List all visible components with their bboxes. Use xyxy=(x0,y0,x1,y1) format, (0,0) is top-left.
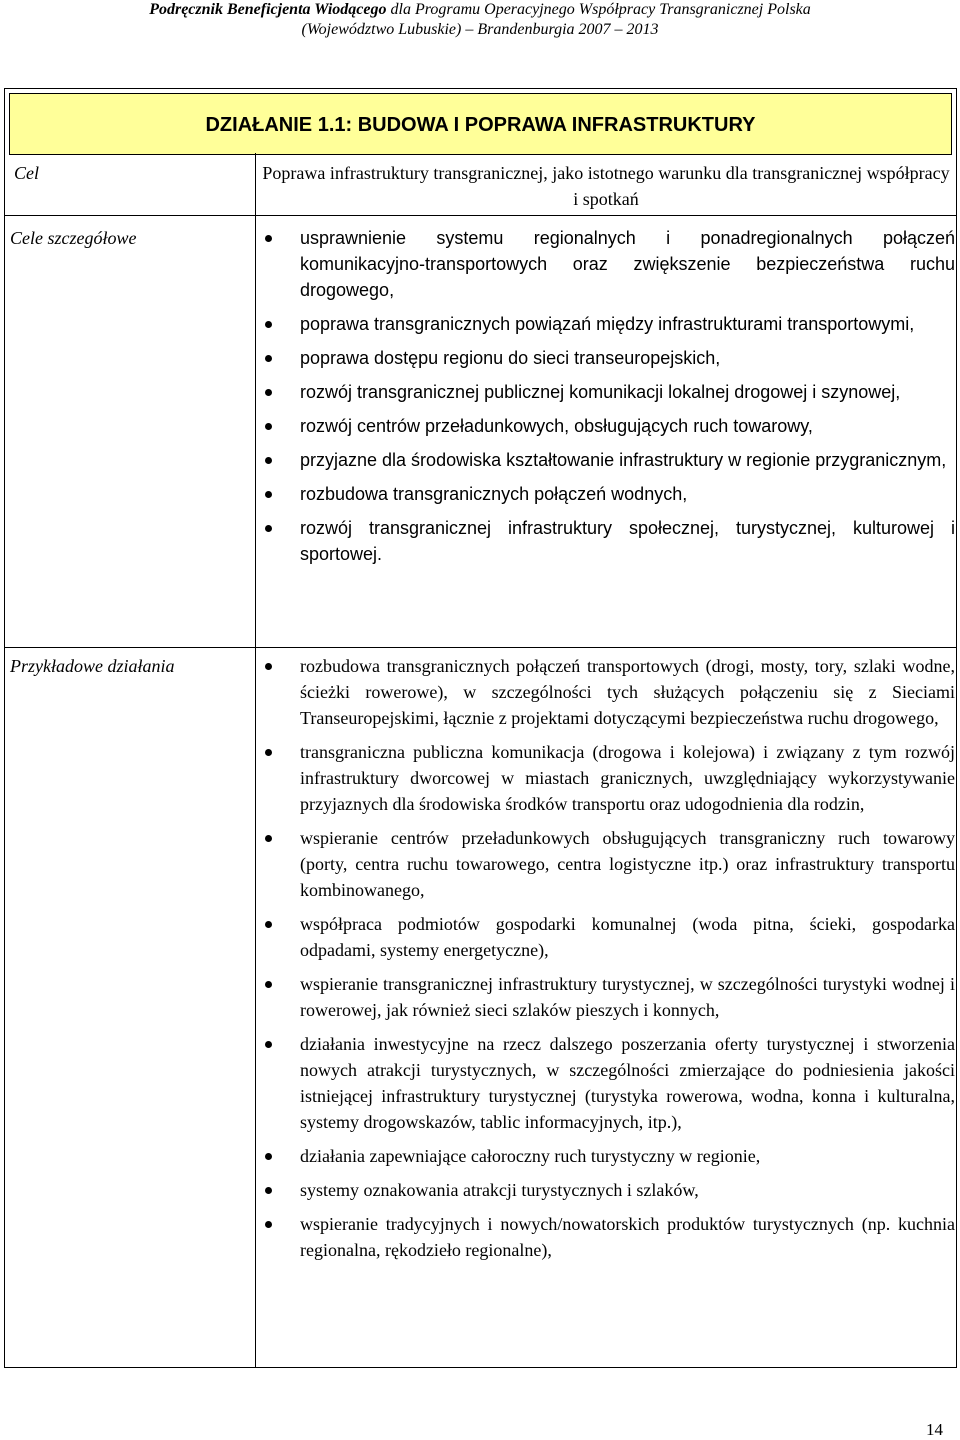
list-item xyxy=(265,971,955,1023)
list-item xyxy=(265,1031,955,1135)
header-title-bold: Podręcznik Beneficjenta Wiodącego xyxy=(149,1,387,18)
list-item xyxy=(265,481,955,507)
header-title-rest: dla Programu Operacyjnego Współpracy Transgranicznej Polska xyxy=(390,1,811,18)
bullet-icon xyxy=(265,981,272,988)
section-title-band xyxy=(9,93,952,155)
list-item-text: transgraniczna publiczna komunikacja (drogowa i kolejowa) i związany z tym rozwój infrastruktury dworcowej w miastach granicznych, uwzględniający wykorzystywanie przyjaznych dla środowiska środków transportu oraz udogodnienia dla rodzin, xyxy=(300,742,955,814)
bullet-icon xyxy=(265,457,272,464)
bullet-icon xyxy=(265,423,272,430)
list-item xyxy=(265,1211,955,1263)
list-item-text: usprawnienie systemu regionalnych i ponadregionalnych połączeń komunikacyjno-transportowych oraz zwiększenie bezpieczeństwa ruchu drogowego, xyxy=(300,228,955,300)
specific-goals-list xyxy=(265,225,955,575)
list-item xyxy=(265,413,955,439)
bullet-icon xyxy=(265,389,272,396)
specific-goals-label: Cele szczegółowe xyxy=(10,228,137,248)
column-divider xyxy=(255,647,256,1367)
example-actions-label: Przykładowe działania xyxy=(10,656,175,676)
list-item-text: systemy oznakowania atrakcji turystycznych i szlaków, xyxy=(300,1180,699,1200)
list-item-text: działania inwestycyjne na rzecz dalszego poszerzania oferty turystycznej i stworzenia nowych atrakcji turystycznych, w szczególności zmierzające do podniesienia jakości istniejącej infrastruktury turystycznej (turystyka rowerowa, wodna, konna i kulturalna, systemy drogowskazów, tablic informacyjnych, itp.), xyxy=(300,1034,955,1132)
bullet-icon xyxy=(265,663,272,670)
list-item xyxy=(265,739,955,817)
column-divider xyxy=(255,153,256,215)
list-item-text: współpraca podmiotów gospodarki komunalnej (woda pitna, ścieki, gospodarka odpadami, systemy energetyczne), xyxy=(300,914,955,960)
list-item-text: rozbudowa transgranicznych połączeń wodnych, xyxy=(300,484,688,504)
bullet-icon xyxy=(265,835,272,842)
goal-label: Cel xyxy=(14,163,39,183)
bullet-icon xyxy=(265,749,272,756)
list-item-text: rozwój transgranicznej infrastruktury społecznej, turystycznej, kulturowej i sportowej. xyxy=(300,518,955,564)
list-item xyxy=(265,911,955,963)
bullet-icon xyxy=(265,491,272,498)
section-title: DZIAŁANIE 1.1: BUDOWA I POPRAWA INFRASTRUKTURY xyxy=(205,114,756,136)
list-item-text: rozwój transgranicznej publicznej komunikacji lokalnej drogowej i szynowej, xyxy=(300,382,901,402)
row-divider xyxy=(4,215,957,216)
list-item-text: poprawa dostępu regionu do sieci transeuropejskich, xyxy=(300,348,721,368)
bullet-icon xyxy=(265,1041,272,1048)
list-item-text: wspieranie centrów przeładunkowych obsługujących transgraniczny ruch towarowy (porty, centra ruchu towarowego, centra logistyczne itp.) oraz infrastruktury transportu kombinowanego, xyxy=(300,828,955,900)
list-item xyxy=(265,225,955,303)
list-item xyxy=(265,515,955,567)
list-item xyxy=(265,653,955,731)
list-item xyxy=(265,825,955,903)
bullet-icon xyxy=(265,1221,272,1228)
list-item-text: rozwój centrów przeładunkowych, obsługujących ruch towarowy, xyxy=(300,416,813,436)
bullet-icon xyxy=(265,235,272,242)
goal-text: Poprawa infrastruktury transgranicznej, jako istotnego warunku dla transgranicznej współpracy i spotkań xyxy=(262,163,950,209)
bullet-icon xyxy=(265,355,272,362)
list-item xyxy=(265,1143,955,1169)
list-item-text: poprawa transgranicznych powiązań między infrastrukturami transportowymi, xyxy=(300,314,915,334)
list-item xyxy=(265,311,955,337)
bullet-icon xyxy=(265,525,272,532)
list-item xyxy=(265,1177,955,1203)
bullet-icon xyxy=(265,1187,272,1194)
list-item-text: wspieranie transgranicznej infrastruktury turystycznej, w szczególności turystyki wodnej i rowerowej, jak również sieci szlaków pieszych i konnych, xyxy=(300,974,955,1020)
list-item xyxy=(265,447,955,473)
bullet-icon xyxy=(265,921,272,928)
row-divider xyxy=(4,647,957,648)
list-item-text: działania zapewniające całoroczny ruch turystyczny w regionie, xyxy=(300,1146,761,1166)
example-actions-list xyxy=(265,653,955,1271)
list-item-text: wspieranie tradycyjnych i nowych/nowatorskich produktów turystycznych (np. kuchnia regionalna, rękodzieło regionalne), xyxy=(300,1214,955,1260)
header-line-2: (Województwo Lubuskie) – Brandenburgia 2007 – 2013 xyxy=(301,21,659,38)
column-divider xyxy=(255,215,256,647)
list-item-text: rozbudowa transgranicznych połączeń transportowych (drogi, mosty, tory, szlaki wodne, ścieżki rowerowe), w szczególności tych służących połączeniu się z Sieciami Transeuropejskimi, łącznie z projektami dotyczącymi bezpieczeństwa ruchu drogowego, xyxy=(300,656,955,728)
header-line-1 xyxy=(0,0,960,20)
page-header xyxy=(0,0,960,40)
bullet-icon xyxy=(265,1153,272,1160)
page-number: 14 xyxy=(926,1420,943,1439)
bullet-icon xyxy=(265,321,272,328)
list-item-text: przyjazne dla środowiska kształtowanie infrastruktury w regionie przygranicznym, xyxy=(300,450,947,470)
list-item xyxy=(265,379,955,405)
list-item xyxy=(265,345,955,371)
